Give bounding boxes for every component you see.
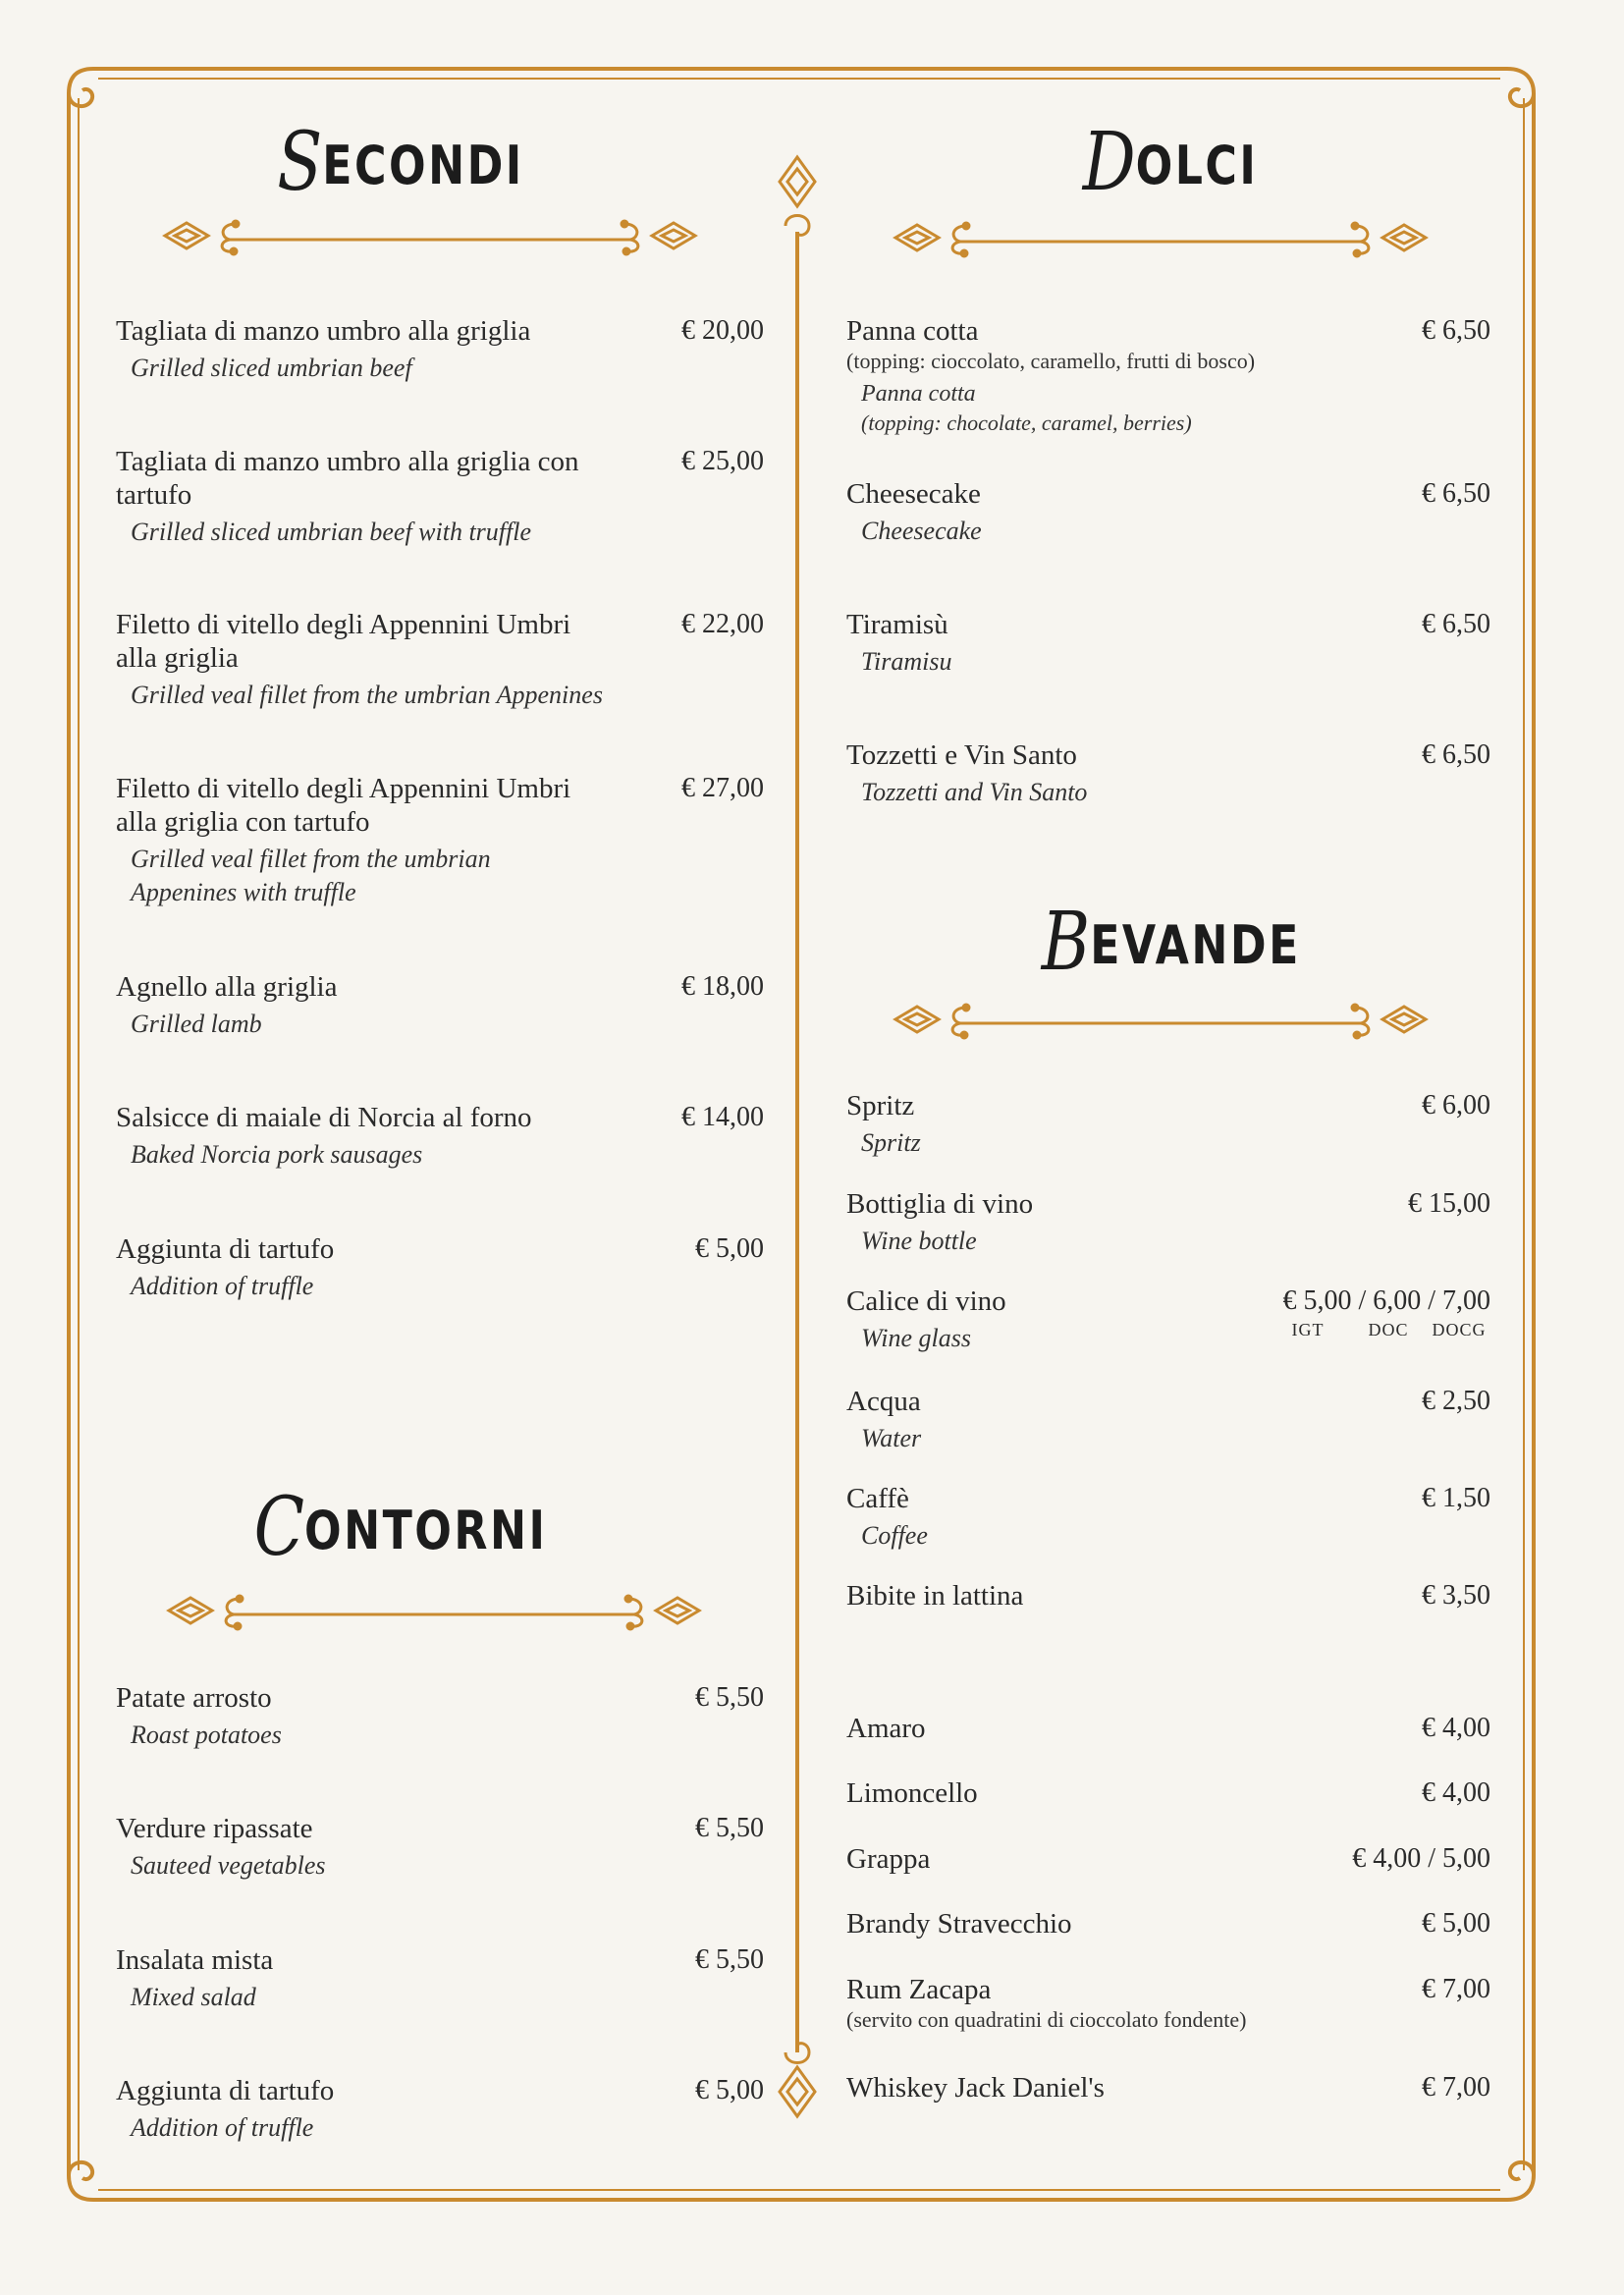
- menu-item: [116, 608, 764, 712]
- item-english: Addition of truffle: [131, 1272, 314, 1300]
- item-note: (servito con quadratini di cioccolato fondente): [846, 2007, 1247, 2032]
- item-english: Wine bottle: [861, 1227, 977, 1255]
- item-name: Bibite in lattina: [846, 1580, 1024, 1612]
- item-english: Grilled veal fillet from the umbrian Appenines with truffle: [131, 845, 491, 906]
- item-english: Panna cotta: [861, 381, 976, 407]
- item-name: Brandy Stravecchio: [846, 1908, 1072, 1940]
- item-price: € 5,50: [695, 1682, 764, 1713]
- menu-item: [116, 445, 764, 549]
- item-name: Limoncello: [846, 1777, 978, 1809]
- item-price: € 6,50: [1422, 739, 1490, 770]
- item-english: Cheesecake: [861, 517, 982, 545]
- item-price: € 6,50: [1422, 609, 1490, 639]
- label-igt: IGT: [1291, 1320, 1325, 1339]
- section-title-bevande: [1042, 896, 1299, 989]
- item-name: Grappa: [846, 1843, 931, 1875]
- item-english: Wine glass: [861, 1324, 971, 1352]
- item-english: Tozzetti and Vin Santo: [861, 778, 1088, 806]
- item-price: € 7,00: [1422, 1974, 1490, 2004]
- item-name: Aggiunta di tartufo: [116, 1233, 335, 1265]
- menu-item: [846, 1187, 1494, 1258]
- title-initial: B: [1041, 896, 1091, 989]
- title-initial: C: [253, 1481, 305, 1574]
- section-title-contorni: [232, 1481, 569, 1574]
- menu-item: [846, 1842, 1494, 1876]
- item-english: Water: [861, 1424, 922, 1452]
- item-name: Calice di vino: [846, 1285, 1006, 1317]
- menu-item: [846, 738, 1494, 809]
- item-name: Panna cotta: [846, 315, 979, 347]
- item-english-note: (topping: chocolate, caramel, berries): [861, 410, 1192, 435]
- menu-item: [846, 1385, 1494, 1455]
- menu-item: [846, 314, 1494, 438]
- item-name: Caffè: [846, 1483, 909, 1514]
- item-english: Coffee: [861, 1521, 928, 1550]
- item-name: Whiskey Jack Daniel's: [846, 2072, 1105, 2104]
- item-price: € 15,00: [1408, 1188, 1490, 1219]
- item-english: Grilled sliced umbrian beef: [131, 354, 412, 382]
- title-rest: ECONDI: [322, 135, 524, 196]
- item-english: Spritz: [861, 1128, 921, 1157]
- item-name: Verdure ripassate: [116, 1813, 313, 1844]
- item-name: Tozzetti e Vin Santo: [846, 739, 1077, 771]
- title-rest: EVANDE: [1090, 914, 1301, 976]
- item-name: Rum Zacapa: [846, 1974, 992, 2005]
- item-price: € 6,00: [1422, 1090, 1490, 1120]
- item-price: € 4,00 / 5,00: [1352, 1843, 1490, 1874]
- item-price: € 5,50: [695, 1944, 764, 1975]
- item-english: Addition of truffle: [131, 2113, 314, 2142]
- item-name: Agnello alla griglia: [116, 971, 338, 1003]
- label-doc: DOC: [1368, 1320, 1409, 1339]
- item-price: € 27,00: [681, 773, 764, 803]
- title-rest: OLCI: [1135, 135, 1259, 196]
- item-name: Spritz: [846, 1090, 915, 1121]
- item-price: € 7,00: [1422, 2072, 1490, 2103]
- menu-item: [846, 1712, 1494, 1745]
- item-price: € 20,00: [681, 315, 764, 346]
- item-name: Bottiglia di vino: [846, 1188, 1034, 1220]
- item-name: Tiramisù: [846, 609, 948, 640]
- item-english: Grilled lamb: [131, 1010, 262, 1038]
- item-name: Filetto di vitello degli Appennini Umbri alla griglia: [116, 609, 571, 674]
- item-english: Baked Norcia pork sausages: [131, 1140, 423, 1169]
- item-price: € 22,00: [681, 609, 764, 639]
- section-title-secondi: [264, 116, 538, 209]
- item-name: Acqua: [846, 1386, 921, 1417]
- item-price: € 5,00 / 6,00 / 7,00: [1282, 1285, 1490, 1316]
- item-price: € 2,50: [1422, 1386, 1490, 1416]
- item-price: € 1,50: [1422, 1483, 1490, 1513]
- item-english: Sauteed vegetables: [131, 1851, 326, 1880]
- item-name: Cheesecake: [846, 478, 981, 510]
- menu-item: [846, 477, 1494, 548]
- item-price: € 5,50: [695, 1813, 764, 1843]
- item-price: € 18,00: [681, 971, 764, 1002]
- menu-item: [116, 1943, 764, 2014]
- item-price: € 14,00: [681, 1102, 764, 1132]
- item-note: (topping: cioccolato, caramello, frutti di bosco): [846, 349, 1256, 373]
- title-initial: D: [1082, 116, 1136, 209]
- menu-item: [846, 1907, 1494, 1940]
- menu-item: [846, 2071, 1494, 2104]
- item-price: € 6,50: [1422, 478, 1490, 509]
- item-price: € 4,00: [1422, 1777, 1490, 1808]
- item-english: Grilled sliced umbrian beef with truffle: [131, 518, 532, 546]
- item-price: € 5,00: [1422, 1908, 1490, 1939]
- menu-item: [116, 970, 764, 1041]
- title-rest: ONTORNI: [304, 1500, 548, 1561]
- wine-classification-labels: [1276, 1320, 1490, 1340]
- item-name: Filetto di vitello degli Appennini Umbri alla griglia con tartufo: [116, 773, 571, 838]
- menu-item: [116, 1812, 764, 1883]
- item-name: Insalata mista: [116, 1944, 274, 1976]
- menu-item: [846, 1284, 1494, 1355]
- item-english: Mixed salad: [131, 1983, 256, 2011]
- item-name: Amaro: [846, 1713, 926, 1744]
- menu-item: [846, 1973, 1494, 2034]
- item-name: Tagliata di manzo umbro alla griglia con tartufo: [116, 446, 579, 511]
- menu-item: [846, 608, 1494, 679]
- item-price: € 6,50: [1422, 315, 1490, 346]
- item-name: Aggiunta di tartufo: [116, 2075, 335, 2106]
- item-name: Tagliata di manzo umbro alla griglia: [116, 315, 531, 347]
- item-price: € 5,00: [695, 2075, 764, 2105]
- menu-item: [116, 1101, 764, 1172]
- section-title-dolci: [1050, 116, 1291, 209]
- item-english: Grilled veal fillet from the umbrian Appenines: [131, 681, 603, 709]
- item-english: Roast potatoes: [131, 1721, 282, 1749]
- menu-item: [846, 1776, 1494, 1810]
- menu-item: [846, 1089, 1494, 1160]
- menu-item: [846, 1579, 1494, 1612]
- item-price: € 3,50: [1422, 1580, 1490, 1611]
- item-name: Salsicce di maiale di Norcia al forno: [116, 1102, 532, 1133]
- menu-item: [116, 1232, 764, 1303]
- menu-item: [116, 1681, 764, 1752]
- menu-item: [116, 2074, 764, 2145]
- item-price: € 5,00: [695, 1233, 764, 1264]
- item-name: Patate arrosto: [116, 1682, 272, 1714]
- menu-item: [846, 1482, 1494, 1553]
- title-initial: S: [277, 116, 323, 209]
- menu-item: [116, 314, 764, 385]
- menu-item: [116, 772, 764, 909]
- item-price: € 25,00: [681, 446, 764, 476]
- item-price: € 4,00: [1422, 1713, 1490, 1743]
- item-english: Tiramisu: [861, 647, 952, 676]
- label-docg: DOCG: [1432, 1320, 1487, 1339]
